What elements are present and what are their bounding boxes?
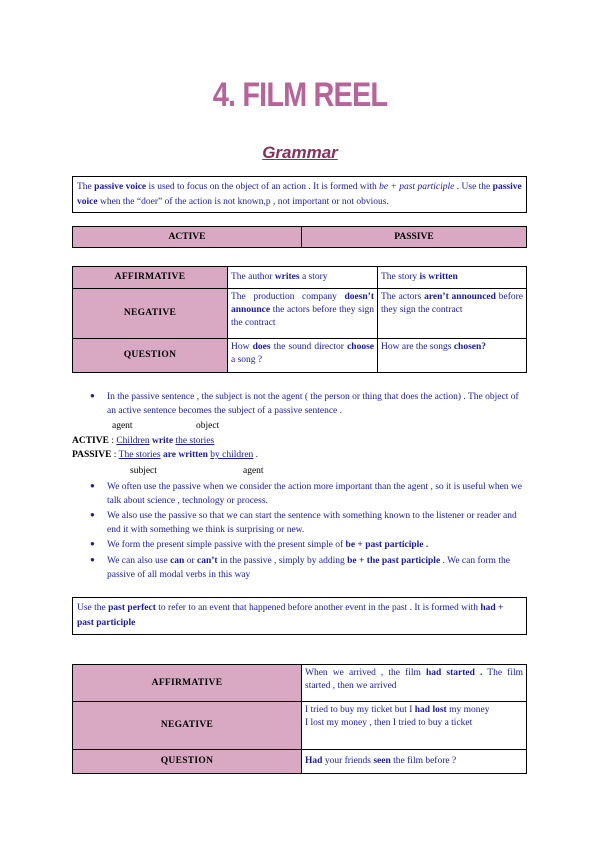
- text: The: [77, 182, 95, 192]
- cell-active-negative: The production company doesn’t announce the actors before they sign the contract: [228, 289, 378, 339]
- example-active: ACTIVE : Children write the stories: [72, 436, 215, 446]
- note-known-new: We also use the passive so that we can start the sentence with something known to the listener or reader and end it with something we think is surprising or new.: [107, 511, 517, 535]
- example-passive: PASSIVE : The stories are written by children .: [72, 450, 259, 460]
- table-row: [73, 289, 527, 339]
- formula: be + past participle: [379, 182, 455, 192]
- cell-active-question: How does the sound director choose a song ?: [228, 339, 378, 373]
- cell-active-affirmative: The author writes a story: [228, 267, 378, 289]
- bullet-icon: ●: [90, 555, 95, 564]
- row-label-question: QUESTION: [73, 750, 302, 774]
- note-subject-agent: In the passive sentence , the subject is not the agent ( the person or thing that does the action) . The object of an active sentence becomes the subject of a passive sentence .: [107, 392, 519, 416]
- note-form-present-simple: We form the present simple passive with the present simple of be + past participle .: [107, 540, 429, 550]
- cell-passive-negative: The actors aren’t announced before they sign the contract: [378, 289, 527, 339]
- table-row: [73, 339, 527, 373]
- bullet-icon: ●: [90, 481, 95, 490]
- text: . Use the: [454, 182, 493, 192]
- section-heading-grammar: Grammar: [262, 143, 338, 162]
- note-modal-verbs: We can also use can or can’t in the passive , simply by adding be + the past participle . We can form the passive of all modal verbs in this way: [107, 556, 510, 580]
- term: passive voice: [94, 182, 147, 192]
- cell-past-perfect-negative: I tried to buy my ticket but I had lost my money I lost my money , then I tried to buy a ticket: [302, 702, 527, 750]
- past-perfect-table: [72, 664, 527, 774]
- table-row: [73, 665, 527, 702]
- label-subject: subject: [130, 466, 157, 476]
- table-row: [73, 750, 527, 774]
- row-label-affirmative: AFFIRMATIVE: [73, 267, 228, 289]
- past-perfect-definition-box: Use the past perfect to refer to an event that happened before another event in the past . It is formed with had + past participle: [72, 597, 527, 635]
- active-passive-header-table: [72, 226, 527, 248]
- passive-voice-definition-box: [72, 176, 527, 213]
- page-title: 4. FILM REEL: [212, 76, 388, 114]
- text: is used to focus on the object of an action . It is formed with: [146, 182, 380, 192]
- active-header: ACTIVE: [73, 227, 302, 248]
- bullet-icon: ●: [90, 510, 95, 519]
- row-label-affirmative: AFFIRMATIVE: [73, 665, 302, 702]
- text: when the “doer” of the action is not known,p , not important or not obvious.: [97, 197, 389, 207]
- passive-header: PASSIVE: [302, 227, 527, 248]
- table-row: [73, 702, 527, 750]
- label-object: object: [196, 421, 220, 431]
- row-label-question: QUESTION: [73, 339, 228, 373]
- cell-passive-affirmative: The story is written: [378, 267, 527, 289]
- cell-past-perfect-affirmative: When we arrived , the film had started . The film started , then we arrived: [302, 665, 527, 702]
- cell-past-perfect-question: Had your friends seen the film before ?: [302, 750, 527, 774]
- table-row: [73, 267, 527, 289]
- cell-passive-question: How are the songs chosen?: [378, 339, 527, 373]
- note-action-important: We often use the passive when we consider the action more important than the agent , so it is useful when we talk about science , technology or process.: [107, 482, 523, 506]
- label-agent-2: agent: [243, 466, 264, 476]
- bullet-icon: ●: [90, 391, 95, 400]
- present-simple-passive-table: [72, 266, 527, 373]
- bullet-icon: ●: [90, 539, 95, 548]
- term: passive voice: [77, 182, 522, 207]
- row-label-negative: NEGATIVE: [73, 289, 228, 339]
- label-agent: agent: [112, 421, 133, 431]
- row-label-negative: NEGATIVE: [73, 702, 302, 750]
